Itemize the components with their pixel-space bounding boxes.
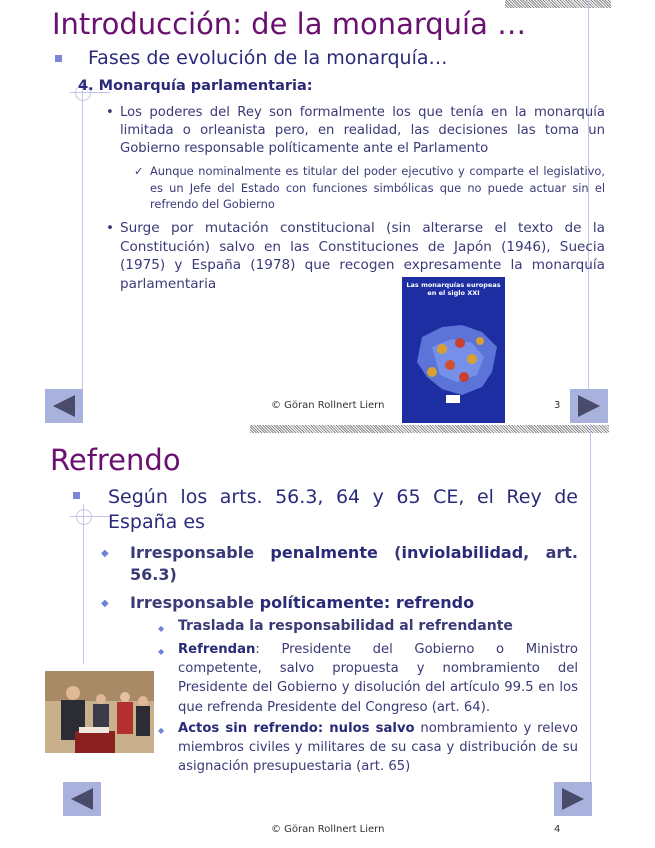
diamond-bullet-icon: ◆ <box>158 726 165 735</box>
slide-4 <box>0 424 655 848</box>
paragraph-2: • Surge por mutación constitucional (sin alterarse el texto de la Constitución) salvo en las Constituciones de Japón (1946), Suecia (1975) y España (1978) que recogen expresamente la monarquía parlamentaria <box>106 220 605 292</box>
nav-prev-icon <box>63 782 101 816</box>
level1-bullet-text: Fases de evolución de la monarquía… <box>88 47 448 69</box>
square-bullet-icon <box>55 55 62 62</box>
vertical-guide-line-left <box>83 504 84 664</box>
nav-next-icon <box>570 389 608 423</box>
footer-copyright: © Göran Rollnert Liern <box>271 824 385 835</box>
vertical-guide-line-left <box>82 80 83 400</box>
crosshair-circle <box>76 509 92 525</box>
prev-slide-button[interactable] <box>63 782 101 816</box>
sub-actos-sin-refrendo: Actos sin refrendo: nulos salvo nombramiento y relevo miembros civiles y militares de su casa y distribución de su asignación presupuestaria (art. 65) <box>178 721 578 775</box>
nav-prev-icon <box>45 389 83 423</box>
top-pattern-bar <box>250 425 609 433</box>
vertical-guide-line <box>590 424 591 784</box>
item-penal: Irresponsable penalmente (inviolabilidad, art. 56.3) <box>130 543 579 584</box>
diamond-bullet-icon: ◆ <box>101 548 109 559</box>
people-photo-graphic <box>45 671 154 753</box>
paragraph-1: • Los poderes del Rey son formalmente los que tenía en la monarquía limitada o orleanista pero, en realidad, las decisiones las toma un Gobierno responsable políticamente ante el Parlamento <box>106 105 605 156</box>
slide-title: Introducción: de la monarquía … <box>52 7 527 41</box>
level1-bullet-text: Según los arts. 56.3, 64 y 65 CE, el Rey de España es <box>108 486 578 533</box>
item-politico: Irresponsable políticamente: refrendo <box>130 593 475 612</box>
page-number: 4 <box>554 824 561 835</box>
sub-refrendan: Refrendan: Presidente del Gobierno o Ministro competente, salvo propuesta y nombramiento del Presidente del Gobierno y disolución del artículo 99.5 en los que refrenda Presidente del Congreso (art. 64). <box>178 642 578 715</box>
square-bullet-icon <box>73 492 80 499</box>
diamond-bullet-icon: ◆ <box>158 647 165 656</box>
nav-next-icon <box>554 782 592 816</box>
page-number: 3 <box>554 400 561 411</box>
paragraph-1-sub: ✓ Aunque nominalmente es titular del poder ejecutivo y comparte el legislativo, es un Jefe del Estado con funciones simbólicas que no puede actuar sin el refrendo del Gobierno <box>134 164 605 211</box>
next-slide-button[interactable] <box>554 782 592 816</box>
sub-traslada: Traslada la responsabilidad al refrendante <box>178 618 513 634</box>
footer-copyright: © Göran Rollnert Liern <box>271 400 385 411</box>
prev-slide-button[interactable] <box>45 389 83 423</box>
book-cover-title: Las monarquías europeas en el siglo XXI <box>406 281 501 297</box>
next-slide-button[interactable] <box>570 389 608 423</box>
slide-title: Refrendo <box>50 443 181 477</box>
check-icon: ✓ <box>134 164 144 178</box>
subheading: 4. Monarquía parlamentaria: <box>78 78 313 94</box>
diamond-bullet-icon: ◆ <box>158 624 165 633</box>
ceremony-photo <box>45 671 154 753</box>
book-cover-image <box>402 277 505 423</box>
europe-map-graphic <box>402 277 505 423</box>
diamond-bullet-icon: ◆ <box>101 598 109 609</box>
